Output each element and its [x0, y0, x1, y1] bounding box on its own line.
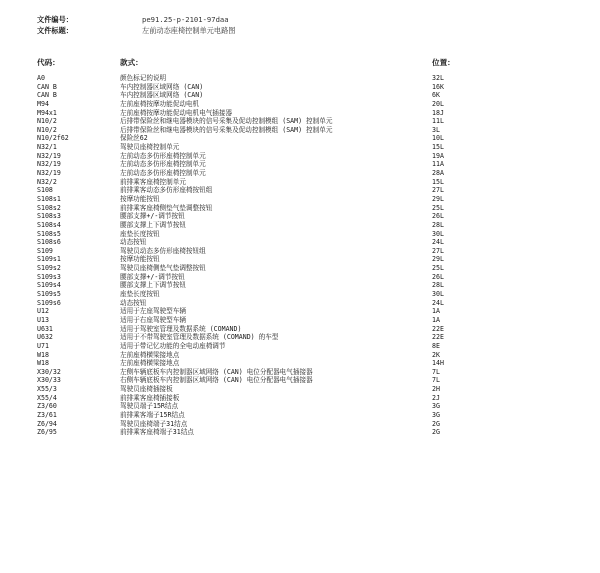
row-position: 11L [432, 117, 444, 126]
row-code: N32/19 [37, 151, 61, 160]
table-row [0, 230, 600, 239]
row-code: S108s6 [37, 238, 61, 247]
row-position: 24L [432, 238, 444, 247]
header-pos: 位置： [432, 58, 455, 67]
row-desc: 左前动态多仿形座椅控制单元 [120, 151, 206, 160]
doc-number-value: pe91.25-p-2101-97daa [142, 15, 229, 24]
row-position: 29L [432, 194, 444, 203]
table-row [0, 221, 600, 230]
row-position: 32L [432, 74, 444, 82]
row-position: 14H [432, 359, 444, 368]
row-code: N10/2 [37, 125, 57, 134]
table-row [0, 264, 600, 273]
row-code: S108s5 [37, 229, 61, 238]
row-code: X55/3 [37, 385, 57, 394]
row-position: 24L [432, 298, 444, 307]
row-desc: 颜色标记的说明 [120, 74, 167, 82]
row-position: 7L [432, 376, 440, 385]
row-desc: 后排带保险丝和继电器模块的信号采集及促动控制模组 (SAM) 控制单元 [120, 125, 333, 134]
row-desc: 腰部支撑上下调节按钮 [120, 220, 186, 229]
table-row [0, 152, 600, 161]
row-code: S109s3 [37, 272, 61, 281]
row-desc: 动态按钮 [120, 298, 147, 307]
row-position: 25L [432, 264, 444, 273]
row-position: 3G [432, 402, 440, 411]
row-code: X30/32 [37, 367, 61, 376]
row-position: 10L [432, 134, 444, 143]
row-position: 30L [432, 290, 444, 299]
row-position: 27L [432, 186, 444, 195]
row-code: S108 [37, 186, 53, 195]
row-position: 2K [432, 350, 440, 359]
table-row [0, 394, 600, 403]
row-desc: 腰部支撑上下调节按钮 [120, 281, 186, 290]
row-code: U71 [37, 341, 49, 350]
row-position: 15L [432, 143, 444, 152]
table-row [0, 420, 600, 429]
header-code: 代码： [37, 58, 60, 67]
doc-number-label: 文件编号： [37, 15, 73, 24]
row-code: N32/1 [37, 143, 57, 152]
table-row [0, 186, 600, 195]
table-row [0, 316, 600, 325]
table-row [0, 325, 600, 334]
table-row [0, 351, 600, 360]
row-code: U632 [37, 333, 53, 342]
table-row [0, 307, 600, 316]
document-meta [37, 15, 235, 36]
row-desc: 左前座椅按摩功能促动电机 [120, 99, 200, 108]
row-desc: 按摩功能按钮 [120, 255, 160, 264]
row-code: M94 [37, 99, 49, 108]
table-row [0, 385, 600, 394]
row-position: 11A [432, 160, 444, 169]
row-code: N32/2 [37, 177, 57, 186]
table-row [0, 238, 600, 247]
row-desc: 适用于驾驶室管理及数据系统 (COMAND) [120, 324, 242, 333]
row-desc: 前排乘客座椅插接板 [120, 393, 180, 402]
table-row [0, 290, 600, 299]
row-position: 29L [432, 255, 444, 264]
row-position: 3L [432, 125, 440, 134]
table-row [0, 402, 600, 411]
row-code: S109s4 [37, 281, 61, 290]
row-desc: 驾驶员座椅控制单元 [120, 143, 180, 152]
table-row [0, 143, 600, 152]
table-row [0, 195, 600, 204]
row-desc: 座垫长度按钮 [120, 229, 160, 238]
row-position: 1A [432, 315, 440, 324]
table-row [0, 333, 600, 342]
row-code: Z6/95 [37, 428, 57, 437]
row-code: X30/33 [37, 376, 61, 385]
row-position: 28A [432, 169, 444, 178]
row-desc: 左前座椅横梁接地点 [120, 350, 180, 359]
table-row [0, 134, 600, 143]
row-desc: 左前座椅按摩功能促动电机电气插接器 [120, 108, 233, 117]
row-code: S108s2 [37, 203, 61, 212]
row-code: S108s1 [37, 194, 61, 203]
row-code: S109s2 [37, 264, 61, 273]
row-code: S108s4 [37, 220, 61, 229]
row-position: 2G [432, 428, 440, 437]
row-desc: 车内控制器区域网络 (CAN) [120, 82, 204, 91]
row-position: 25L [432, 203, 444, 212]
row-code: CAN B [37, 91, 57, 100]
row-code: N32/19 [37, 169, 61, 178]
doc-title-row [37, 26, 235, 37]
row-desc: 前排乘客座椅端子31结点 [120, 428, 194, 437]
row-position: 28L [432, 220, 444, 229]
row-code: Z6/94 [37, 419, 57, 428]
row-desc: 左前动态多仿形座椅控制单元 [120, 169, 206, 178]
row-desc: 左侧车辆底板车内控制器区域网络 (CAN) 电位分配器电气插接器 [120, 367, 313, 376]
row-code: S108s3 [37, 212, 61, 221]
table-row [0, 117, 600, 126]
table-row [0, 273, 600, 282]
row-desc: 适用于带记忆功能的全电动座椅调节 [120, 341, 226, 350]
table-row [0, 109, 600, 118]
row-desc: 左前动态多仿形座椅控制单元 [120, 160, 206, 169]
table-row [0, 91, 600, 100]
row-position: 7L [432, 367, 440, 376]
row-code: U13 [37, 315, 49, 324]
row-desc: 驾驶员座椅侧垫气垫调整按钮 [120, 264, 206, 273]
doc-title-label: 文件标题： [37, 25, 73, 35]
table-row [0, 212, 600, 221]
row-position: 2J [432, 393, 440, 402]
row-desc: 腰部支撑+/-调节按钮 [120, 212, 185, 221]
row-position: 19A [432, 151, 444, 160]
row-code: N10/2 [37, 117, 57, 126]
row-position: 26L [432, 272, 444, 281]
row-code: Z3/61 [37, 410, 57, 419]
row-code: U631 [37, 324, 53, 333]
row-desc: 驾驶员动态多仿形座椅按钮组 [120, 246, 206, 255]
table-row [0, 160, 600, 169]
row-desc: 前排乘客座椅侧垫气垫调整按钮 [120, 203, 213, 212]
row-code: S109s5 [37, 290, 61, 299]
row-code: S109s1 [37, 255, 61, 264]
row-desc: 右侧车辆底板车内控制器区域网络 (CAN) 电位分配器电气插接器 [120, 376, 313, 385]
table-row [0, 411, 600, 420]
row-desc: 驾驶员座椅端子31结点 [120, 419, 188, 428]
doc-title-value: 左前动态座椅控制单元电路图 [142, 25, 236, 35]
row-desc: 驾驶员端子15R结点 [120, 402, 179, 411]
row-desc: 车内控制器区域网络 (CAN) [120, 91, 204, 100]
row-desc: 前排乘客端子15R结点 [120, 410, 185, 419]
table-row [0, 299, 600, 308]
row-code: A0 [37, 74, 45, 82]
table-row [0, 74, 600, 83]
row-desc: 保险丝62 [120, 134, 148, 143]
row-code: Z3/60 [37, 402, 57, 411]
table-row [0, 376, 600, 385]
row-desc: 适用于左座驾驶型车辆 [120, 307, 186, 316]
row-code: X55/4 [37, 393, 57, 402]
table-row [0, 281, 600, 290]
row-position: 30L [432, 229, 444, 238]
row-position: 2H [432, 385, 440, 394]
table-row [0, 204, 600, 213]
row-position: 1A [432, 307, 440, 316]
row-desc: 按摩功能按钮 [120, 194, 160, 203]
table-row [0, 255, 600, 264]
row-position: 20L [432, 99, 444, 108]
row-position: 2G [432, 419, 440, 428]
row-code: W18 [37, 359, 49, 368]
row-code: S109 [37, 246, 53, 255]
table-row [0, 169, 600, 178]
row-desc: 座垫长度按钮 [120, 290, 160, 299]
row-desc: 适用于右座驾驶型车辆 [120, 315, 186, 324]
row-position: 15L [432, 177, 444, 186]
table-row [0, 428, 600, 437]
row-desc: 前排乘客动态多仿形座椅按钮组 [120, 186, 213, 195]
row-position: 16K [432, 82, 444, 91]
row-code: U12 [37, 307, 49, 316]
table-row [0, 342, 600, 351]
row-desc: 腰部支撑+/-调节按钮 [120, 272, 185, 281]
row-code: CAN B [37, 82, 57, 91]
table-row [0, 83, 600, 92]
row-desc: 驾驶员座椅插接板 [120, 385, 173, 394]
row-position: 18J [432, 108, 444, 117]
row-position: 28L [432, 281, 444, 290]
row-desc: 左前座椅横梁接地点 [120, 359, 180, 368]
row-desc: 后排带保险丝和继电器模块的信号采集及促动控制模组 (SAM) 控制单元 [120, 117, 333, 126]
table-row [0, 100, 600, 109]
table-row [0, 359, 600, 368]
row-position: 8E [432, 341, 440, 350]
component-list [0, 74, 600, 437]
row-code: S109s6 [37, 298, 61, 307]
doc-number-row [37, 15, 235, 26]
row-position: 3G [432, 410, 440, 419]
row-code: N32/19 [37, 160, 61, 169]
row-position: 26L [432, 212, 444, 221]
row-desc: 动态按钮 [120, 238, 147, 247]
row-code: W18 [37, 350, 49, 359]
row-desc: 前排乘客座椅控制单元 [120, 177, 186, 186]
row-desc: 适用于不带驾驶室管理及数据系统 (COMAND) 的车型 [120, 333, 279, 342]
row-position: 6K [432, 91, 440, 100]
header-desc: 款式： [120, 58, 143, 67]
row-position: 27L [432, 246, 444, 255]
row-position: 22E [432, 333, 444, 342]
row-position: 22E [432, 324, 444, 333]
table-row [0, 247, 600, 256]
row-code: M94x1 [37, 108, 57, 117]
table-row [0, 126, 600, 135]
table-row [0, 178, 600, 187]
row-code: N10/2f62 [37, 134, 69, 143]
